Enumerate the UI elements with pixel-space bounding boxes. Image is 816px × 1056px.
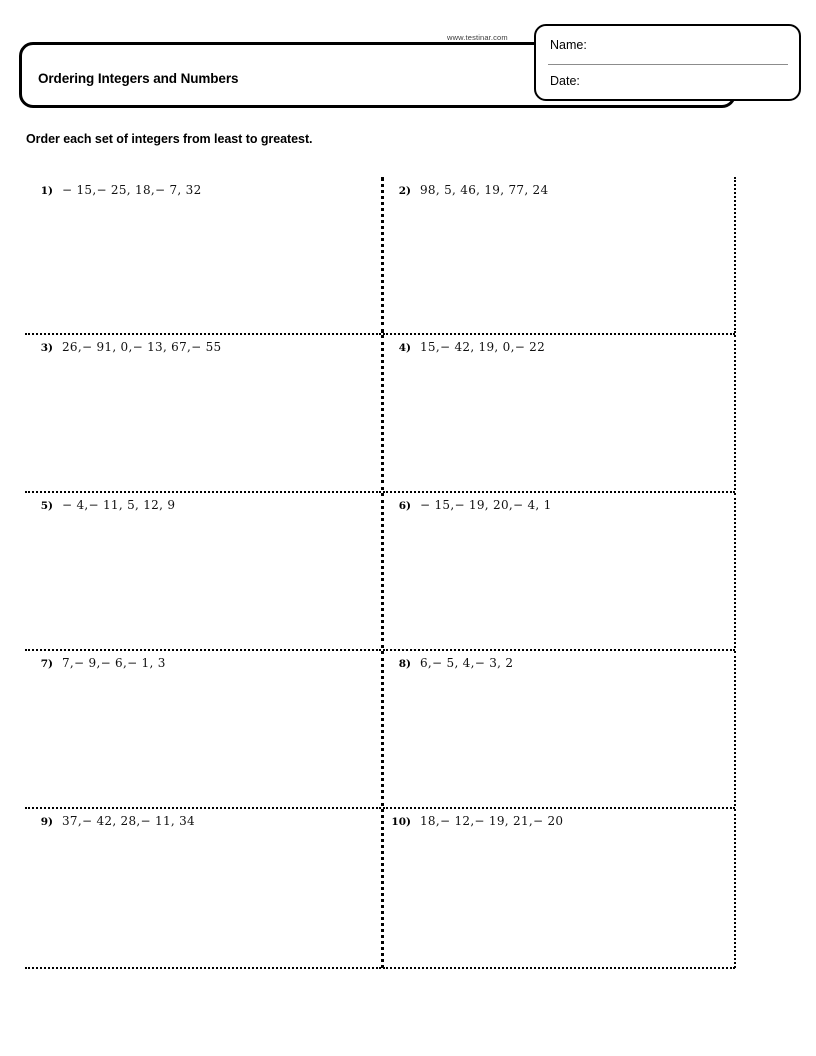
problem-10: [391, 814, 563, 828]
problem-row: [25, 177, 735, 333]
problem-4: [391, 340, 545, 354]
worksheet-header: [0, 0, 816, 120]
grid-right-border: [734, 335, 736, 490]
problem-3: [33, 340, 222, 354]
problem-number: 9): [40, 816, 53, 828]
problem-8: [391, 656, 513, 670]
problem-9: [33, 814, 195, 828]
problem-cell[interactable]: [25, 177, 381, 333]
page-title: Ordering Integers and Numbers: [38, 71, 239, 86]
problem-values: 7,− 9,− 6,− 1, 3: [62, 656, 166, 670]
grid-right-border: [734, 177, 736, 333]
problem-2: [391, 183, 548, 197]
problem-cell[interactable]: [381, 650, 735, 807]
grid-right-border: [734, 493, 736, 648]
date-label: Date:: [550, 74, 580, 88]
problem-row: [25, 334, 735, 491]
grid-column-divider: [381, 177, 384, 333]
grid-right-border: [734, 809, 736, 968]
problem-values: − 15,− 25, 18,− 7, 32: [62, 183, 202, 197]
problem-cell[interactable]: [25, 808, 381, 968]
grid-row-separator: [25, 333, 381, 335]
problem-cell[interactable]: [25, 334, 381, 491]
grid-row-separator: [383, 333, 735, 335]
problem-values: 98, 5, 46, 19, 77, 24: [420, 183, 549, 197]
site-watermark: www.testinar.com: [447, 33, 508, 42]
name-field-rule: [548, 64, 788, 65]
grid-bottom-border: [25, 967, 381, 969]
instruction-text: Order each set of integers from least to greatest.: [26, 132, 313, 146]
problem-grid: [25, 177, 735, 968]
problem-values: − 15,− 19, 20,− 4, 1: [420, 498, 552, 512]
problem-5: [33, 498, 175, 512]
grid-column-divider: [381, 809, 384, 968]
name-label: Name:: [550, 38, 587, 52]
problem-number: 7): [40, 658, 53, 670]
problem-1: [33, 183, 202, 197]
grid-column-divider: [381, 335, 384, 490]
problem-cell[interactable]: [381, 177, 735, 333]
problem-values: 26,− 91, 0,− 13, 67,− 55: [62, 340, 222, 354]
problem-row: [25, 650, 735, 807]
problem-row: [25, 492, 735, 649]
problem-cell[interactable]: [381, 334, 735, 491]
grid-row-separator: [25, 491, 381, 493]
problem-number: 8): [398, 658, 411, 670]
problem-cell[interactable]: [25, 492, 381, 649]
problem-row: [25, 808, 735, 968]
problem-6: [391, 498, 552, 512]
problem-cell[interactable]: [25, 650, 381, 807]
problem-values: 6,− 5, 4,− 3, 2: [420, 656, 514, 670]
grid-column-divider: [381, 493, 384, 648]
problem-values: 18,− 12,− 19, 21,− 20: [420, 814, 564, 828]
problem-7: [33, 656, 166, 670]
problem-values: 15,− 42, 19, 0,− 22: [420, 340, 546, 354]
problem-number: 4): [398, 342, 411, 354]
problem-cell[interactable]: [381, 808, 735, 968]
problem-number: 6): [398, 500, 411, 512]
problem-number: 3): [40, 342, 53, 354]
name-date-box: [534, 24, 801, 101]
grid-column-divider: [381, 651, 384, 806]
grid-right-border: [734, 651, 736, 806]
problem-values: − 4,− 11, 5, 12, 9: [62, 498, 176, 512]
problem-number: 5): [40, 500, 53, 512]
problem-number: 10): [391, 816, 411, 828]
problem-cell[interactable]: [381, 492, 735, 649]
problem-number: 2): [398, 185, 411, 197]
problem-number: 1): [40, 185, 53, 197]
grid-row-separator: [383, 807, 735, 809]
grid-row-separator: [383, 649, 735, 651]
grid-row-separator: [25, 807, 381, 809]
problem-values: 37,− 42, 28,− 11, 34: [62, 814, 195, 828]
grid-row-separator: [383, 491, 735, 493]
grid-row-separator: [25, 649, 381, 651]
grid-bottom-border: [383, 967, 735, 969]
